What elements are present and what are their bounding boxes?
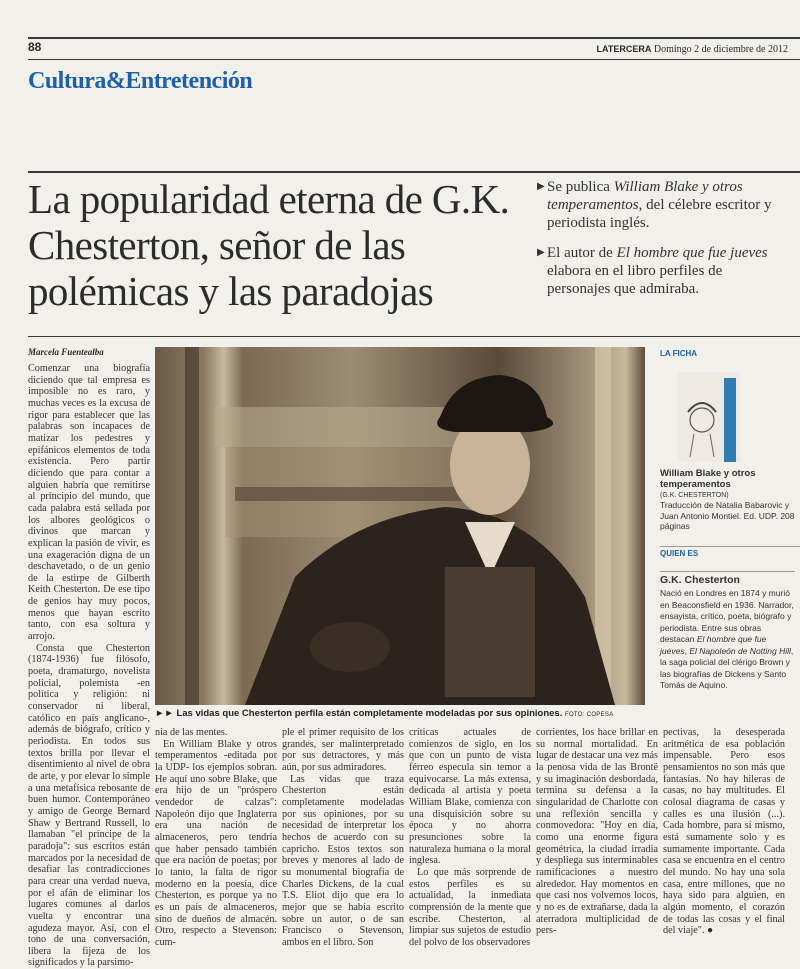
section-rule (28, 171, 800, 173)
bio-work: El Napoleón de Notting Hill (689, 645, 791, 656)
header-rule (28, 59, 800, 60)
paragraph: pectivas, la desesperada aritmética de esa población impensable. Pero esos pensamientos no son más que fantasías. No hay hileras de casas, no hay multitudes. El colosal diagrama de casas y calles es una ilusión (...). Cada hombre, para sí mismo, está sumamente solo y es sumamente importante. Cada casa se encuentra en el centro del mundo. No hay una sola casa, entre millones, que no haya sido para alguien, en algún momento, el corazón de todas las cosas y el final del viaje". ● (663, 727, 785, 937)
article-column-2 (155, 727, 277, 948)
photo-illustration (155, 347, 645, 705)
bullet-book-title: William Blake y otros temperamentos (547, 179, 743, 213)
bullet-book-title: El hombre que fue jueves (616, 245, 768, 261)
book-author: (G.K. CHESTERTON) (660, 492, 729, 499)
bio-text: , la saga policial del clérigo Brown y las biografías de Dickens y Santo Tomás de Aquino. (660, 645, 794, 690)
deck-bullet (537, 178, 787, 232)
paragraph: En William Blake y otros temperamentos -editada por la UDP- los ejemplos sobran. He aquí uno sobre Blake, que era hijo de un "próspero vendedor de calzas": Napoleón dijo que Inglaterra era una nación de almaceneros, pero tendría que haber pensado también que era nación de poetas; por lo tanto, la falta de rigor moderno en la poesía, dice Chesterton, es porque ya no es un país de almaceneros, sino de dueños de almacén. Otro, respecto a Stevenson: cum- (155, 738, 277, 948)
paragraph: corrientes, los hace brillar en su normal mortalidad. En lugar de destacar una vez más la penosa vida de las Brontë y su imaginación desbordada, termina su defensa a la singularidad de Charlotte con una reflexión sencilla y conmovedora: "Hoy en día, como una enorme figura geométrica, la ciudad irradia y despliega sus interminables ramificaciones a nuestro alrededor. Hay momentos en que casi nos volvemos locos, y no es de extrañarse, dada la aterradora multiplicidad de pers- (536, 727, 658, 937)
la-ficha-box (660, 349, 795, 532)
bullet-text: El autor de (547, 245, 617, 261)
photo-credit: FOTO: COPESA (565, 712, 614, 718)
paragraph: Las vidas que traza Chesterton están completamente modeladas por sus opiniones, por su necesidad de interpretar los hechos de acuerdo con su capricho. Estos textos son breves y menores al lado de su monumental biografía de Charles Dickens, de la cual T.S. Eliot dijo que era lo mejor que se había escrito sobre un autor, o de san Francisco o Stevenson, ambos en el libro. Son (282, 773, 404, 948)
sidebar-divider (660, 571, 795, 572)
la-ficha-label: LA FICHA (660, 349, 698, 358)
paragraph: ple el primer requisito de los grandes, ser malinterpretado por sus detractores, y más aún, por sus admiradores. (282, 727, 404, 773)
triangle-icon: ▶ (537, 247, 545, 258)
book-cover (678, 372, 740, 462)
masthead (597, 44, 788, 55)
book-details: Traducción de Natalia Babarovic y Juan Antonio Montiel. Ed. UDP. 208 páginas (660, 500, 795, 531)
article-column-6 (663, 727, 785, 939)
page-number: 88 (28, 40, 42, 54)
quien-es-label: QUIEN ES (660, 549, 699, 558)
newspaper-name: LATERCERA (596, 44, 652, 54)
bio-work: El hombre que fue jueves (660, 634, 767, 656)
chesterton-photo (155, 347, 645, 705)
book-title: William Blake y otros temperamentos (660, 468, 756, 490)
deck-bullets (537, 178, 787, 310)
book-cover-portrait (678, 372, 740, 462)
paragraph: Comenzar una biografía diciendo que tal empresa es imposible no es raro, y muchas veces es la excusa de rigor para establecer que las palabras son incapaces de matizar los pedestres y epifánicos elementos de toda existencia. Pero partir diciendo que para contar a alguien habría que remitirse al principio del mundo, que cada palabra está sellada por los albores geológicos o divinos que marcan y explican la pasión de vivir, es una exageración digna de un deschavetado, o de un genio de la estirpe de Gilberth Keith Chesterton. De ese tipo de genios hay muy pocos, menos que hayan escrito tanto, con esa soltura y arrojo. (28, 363, 150, 643)
article-column-4 (409, 727, 531, 948)
paragraph: Lo que más sorprende de estos perfiles es su actualidad, la inmediata comprensión de la mente que escribe. Chesterton, al limpiar sus sujetos de estudio del polvo de los observadores (409, 866, 531, 948)
profile-bio (660, 588, 795, 692)
triangle-icon: ▶ (537, 181, 545, 192)
paragraph: críticas actuales de comienzos de siglo, en los que con un punto de vista férreo especula sin temor a equivocarse. La más extensa, dedicada al artista y poeta William Blake, comienza con una disquisición sobre su época y no ahorra presunciones sobre la naturaleza humana o la moral inglesa. (409, 727, 531, 867)
paragraph: nia de las mentes. (155, 727, 228, 738)
issue-date: Domingo 2 de diciembre de 2012 (653, 44, 788, 55)
deck-bullet (537, 244, 787, 298)
profile-name: G.K. Chesterton (660, 574, 740, 586)
quien-es-box (660, 549, 795, 692)
top-rule (28, 37, 800, 39)
article-column-3 (282, 727, 404, 948)
bullet-text: Se publica (547, 179, 614, 195)
bio-text: , (684, 645, 690, 656)
headline-rule (28, 336, 800, 337)
bullet-text: , del célebre escritor y periodista inglés. (547, 197, 772, 231)
sidebar-divider (660, 546, 800, 547)
headline: La popularidad eterna de G.K. Chesterton, señor de las polémicas y las paradojas (28, 176, 510, 314)
paragraph: Consta que Chesterton (1874-1936) fue filósofo, poeta, dramaturgo, novelista policial, polemista -en política y religión: ni conservador ni liberal, católico en país anglicano-, además de biógrafo, crítico y periodista. En todos sus textos brilla por llevar el disentimiento al nivel de obra de arte, y por elevar lo simple a una metafísica rebosante de buen humor. Contemporáneo y amigo de George Bernard Shaw y Bertrand Russell, lo llamaban "el príncipe de la paradoja": sus escritos están marcados por la necesidad de desafiar las contradicciones para crear una verdad nueva, por el afán de eliminar los lugares comunes al darlos vuelta y encontrar una agudeza mayor. Así, con el tono de una conversación, libera la fijeza de los significados y la parsimo- (28, 642, 150, 969)
article-column-5 (536, 727, 658, 939)
bullet-text: elabora en el libro perfiles de personajes que admiraba. (547, 263, 723, 297)
byline: Marcela Fuentealba (28, 347, 104, 357)
photo-caption (155, 708, 645, 719)
section-title: Cultura&Entretención (28, 68, 253, 94)
article-column-1 (28, 363, 150, 969)
bio-text: Nació en Londres en 1874 y murió en Beaconsfield en 1936. Narrador, ensayista, crítico, poeta, biógrafo y periodista. Entre sus obras destacan (660, 588, 794, 644)
caption-text: ►► Las vidas que Chesterton perfila están completamente modeladas por sus opiniones. (155, 708, 563, 719)
